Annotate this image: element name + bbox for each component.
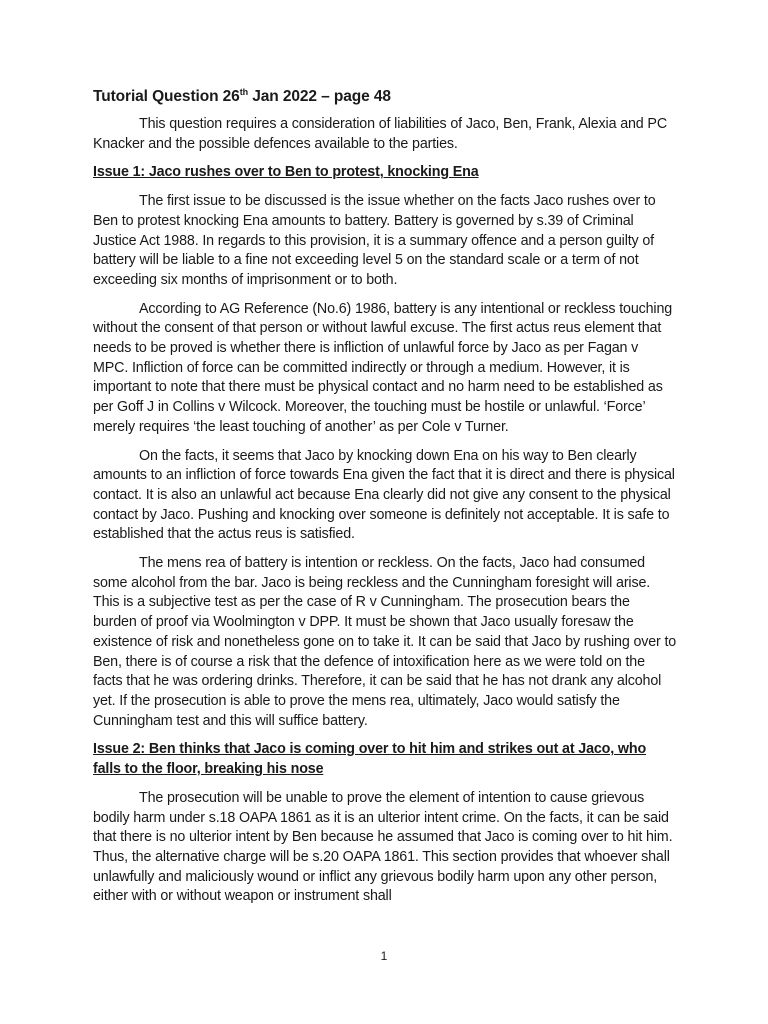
page-number: 1 xyxy=(380,949,388,963)
document-title xyxy=(93,86,677,108)
issue-1-paragraph-3: On the facts, it seems that Jaco by knocking down Ena on his way to Ben clearly amounts to an infliction of force towards Ena given the fact that it is direct and there is physical contact. It is also an unlawful act because Ena clearly did not give any consent to the physical contact by Jaco. Pushing and knocking over someone is definitely not acceptable. It is safe to established that the actus reus is satisfied. xyxy=(93,447,675,543)
issue-1-paragraph-2: According to AG Reference (No.6) 1986, battery is any intentional or reckless touching without the consent of that person or without lawful excuse. The first actus reus element that needs to be proved is whether there is infliction of unlawful force by Jaco as per Fagan v MPC. Infliction of force can be committed indirectly or through a medium. However, it is important to note that there must be physical contact and no harm need to be established as per Goff J in Collins v Wilcock. Moreover, the touching must be hostile or unlawful. ‘Force’ merely requires ‘the least touching of another’ as per Cole v Turner. xyxy=(93,300,673,435)
issue-2-paragraph-1: The prosecution will be unable to prove the element of intention to cause grievous bodily harm under s.18 OAPA 1861 as it is an ulterior intent crime. On the facts, it can be said that there is no ulterior intent by Ben because he assumed that Jaco is coming over to hit him. Thus, the alternative charge will be s.20 OAPA 1861. This section provides that whoever shall unlawfully and maliciously wound or inflict any grievous bodily harm upon any other person, either with or without weapon or instrument shall xyxy=(93,789,673,905)
document-page xyxy=(93,86,677,916)
issue-1-heading: Issue 1: Jaco rushes over to Ben to protest, knocking Ena xyxy=(93,164,479,181)
intro-paragraph: This question requires a consideration of liabilities of Jaco, Ben, Frank, Alexia and PC Knacker and the possible defences available to the parties. xyxy=(93,116,667,152)
issue-1-paragraph-4: The mens rea of battery is intention or reckless. On the facts, Jaco had consumed some alcohol from the bar. Jaco is being reckless and the Cunningham foresight will arise. This is a subjective test as per the case of R v Cunningham. The prosecution bears the burden of proof via Woolmington v DPP. It must be shown that Jaco usually foresaw the existence of risk and nonetheless gone on to take it. It can be said that Jaco by rushing over to Ben, there is of course a risk that the defence of intoxification here as we were told on the facts that he was ordering drinks. Therefore, it can be said that he has not drank any alcohol yet. If the prosecution is able to prove the mens rea, ultimately, Jaco would satisfy the Cunningham test and this will suffice battery. xyxy=(93,555,677,729)
title-prefix: Tutorial Question 26 xyxy=(93,88,240,105)
title-suffix: Jan 2022 – page 48 xyxy=(248,88,391,105)
title-superscript: th xyxy=(239,86,249,97)
issue-2-heading: Issue 2: Ben thinks that Jaco is coming over to hit him and strikes out at Jaco, who falls to the floor, breaking his nose xyxy=(93,741,647,778)
issue-1-paragraph-1: The first issue to be discussed is the issue whether on the facts Jaco rushes over to Ben to protest knocking Ena amounts to battery. Battery is governed by s.39 of Criminal Justice Act 1988. In regards to this provision, it is a summary offence and a person guilty of battery will be liable to a fine not exceeding level 5 on the standard scale or a term of not exceeding six months of imprisonment or to both. xyxy=(93,193,656,288)
